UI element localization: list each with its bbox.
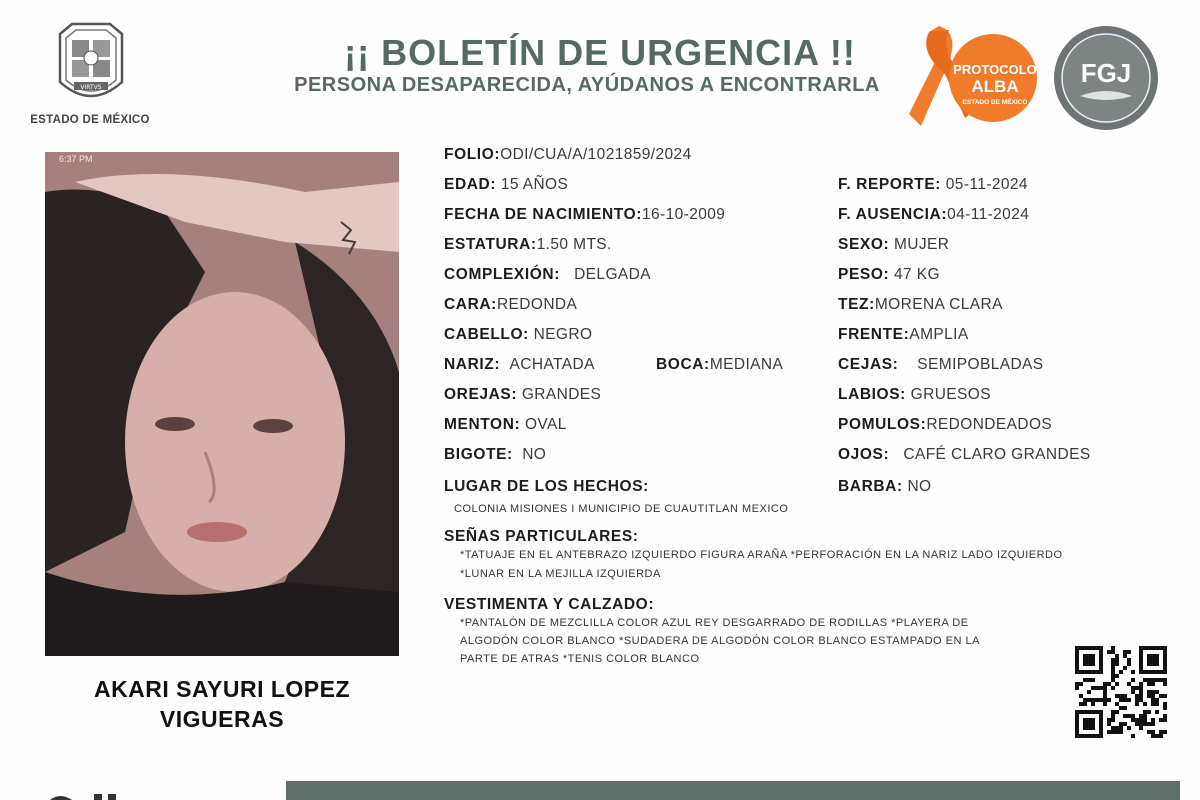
field-nariz xyxy=(444,356,595,374)
field-value: NO xyxy=(522,446,547,463)
field-label: FECHA DE NACIMIENTO: xyxy=(444,206,642,223)
vestimenta-line2: ALGODÓN COLOR BLANCO *SUDADERA DE ALGODÓN COLOR BLANCO ESTAMPADO EN LA xyxy=(460,635,980,647)
field-complexion xyxy=(444,266,651,284)
person-name-line1: AKARI SAYURI LOPEZ xyxy=(93,676,351,702)
footer-logo-fragment xyxy=(46,792,156,800)
field-value: CAFÉ CLARO GRANDES xyxy=(903,446,1091,463)
field-estatura xyxy=(444,236,612,254)
field-value: GRANDES xyxy=(521,386,602,403)
senas-line2: *LUNAR EN LA MEJILLA IZQUIERDA xyxy=(460,568,661,580)
field-label: PESO: xyxy=(838,266,890,283)
vestimenta-line1: *PANTALÓN DE MEZCLILLA COLOR AZUL REY DESGARRADO DE RODILLAS *PLAYERA DE xyxy=(460,617,969,629)
field-cabello xyxy=(444,326,592,344)
field-value: MORENA CLARA xyxy=(874,296,1003,313)
field-label: FOLIO: xyxy=(444,146,501,163)
fgj-seal-icon xyxy=(1052,24,1160,132)
field-label: LABIOS: xyxy=(838,386,906,403)
state-coat-of-arms-icon xyxy=(52,20,130,110)
alba-line2: ALBA xyxy=(971,77,1019,96)
field-value: 47 KG xyxy=(893,266,940,283)
field-value: MUJER xyxy=(893,236,950,253)
field-folio xyxy=(444,146,692,164)
shield-text: VIRTVS xyxy=(80,84,102,91)
field-bigote xyxy=(444,446,546,464)
field-label: BOCA: xyxy=(656,356,710,373)
field-label: EDAD: xyxy=(444,176,497,193)
field-label: COMPLEXIÓN: xyxy=(444,266,560,283)
field-tez xyxy=(838,296,1003,314)
field-peso xyxy=(838,266,940,284)
missing-person-photo xyxy=(45,152,399,656)
field-labios xyxy=(838,386,991,404)
field-value: 04-11-2024 xyxy=(947,206,1030,223)
lugar-title: LUGAR DE LOS HECHOS: xyxy=(444,478,649,495)
senas-title: SEÑAS PARTICULARES: xyxy=(444,528,639,545)
field-label: NARIZ: xyxy=(444,356,501,373)
orange-ribbon-icon xyxy=(905,22,1045,134)
field-ausencia xyxy=(838,206,1029,224)
field-value: 1.50 MTS. xyxy=(536,236,612,253)
field-value: OVAL xyxy=(524,416,567,433)
field-label: POMULOS: xyxy=(838,416,927,433)
senas-line1: *TATUAJE EN EL ANTEBRAZO IZQUIERDO FIGURA ARAÑA *PERFORACIÓN EN LA NARIZ LADO IZQUIERDO xyxy=(460,549,1063,561)
person-name-line2: VIGUERAS xyxy=(159,706,285,732)
vestimenta-line3: PARTE DE ATRAS *TENIS COLOR BLANCO xyxy=(460,653,700,665)
field-label: MENTON: xyxy=(444,416,521,433)
field-label: CEJAS: xyxy=(838,356,899,373)
field-label: BIGOTE: xyxy=(444,446,513,463)
field-sexo xyxy=(838,236,949,254)
qr-code-icon[interactable] xyxy=(1075,646,1167,738)
field-value: 05-11-2024 xyxy=(945,176,1028,193)
field-value: NEGRO xyxy=(533,326,593,343)
alba-line3: ESTADO DE MÉXICO xyxy=(962,99,1028,106)
field-boca xyxy=(656,356,783,374)
field-label: F. AUSENCIA: xyxy=(838,206,948,223)
field-label: BARBA: xyxy=(838,478,903,495)
field-orejas xyxy=(444,386,601,404)
field-label: TEZ: xyxy=(838,296,875,313)
footer-bar xyxy=(286,781,1180,800)
field-label: F. REPORTE: xyxy=(838,176,942,193)
field-value: MEDIANA xyxy=(709,356,784,373)
lugar-text: COLONIA MISIONES I MUNICIPIO DE CUAUTITLAN MEXICO xyxy=(454,503,789,515)
field-cara xyxy=(444,296,577,314)
photo-timestamp: 6:37 PM xyxy=(59,154,93,164)
field-frente xyxy=(838,326,969,344)
field-value: 15 AÑOS xyxy=(500,176,569,193)
fgj-label: FGJ xyxy=(1080,58,1132,88)
field-value: SEMIPOBLADAS xyxy=(917,356,1044,373)
field-menton xyxy=(444,416,567,434)
field-pomulos xyxy=(838,416,1052,434)
field-label: ESTATURA: xyxy=(444,236,537,253)
field-value: ODI/CUA/A/1021859/2024 xyxy=(500,146,692,163)
field-barba xyxy=(838,478,932,496)
bulletin-subtitle: PERSONA DESAPARECIDA, AYÚDANOS A ENCONTRARLA xyxy=(294,74,880,96)
field-reporte xyxy=(838,176,1028,194)
field-value: AMPLIA xyxy=(909,326,969,343)
state-label: ESTADO DE MÉXICO xyxy=(30,114,150,126)
field-edad xyxy=(444,176,568,194)
field-cejas xyxy=(838,356,1044,374)
field-nacimiento xyxy=(444,206,725,224)
field-value: ACHATADA xyxy=(509,356,595,373)
field-label: FRENTE: xyxy=(838,326,910,343)
bulletin-title: ¡¡ BOLETÍN DE URGENCIA !! xyxy=(344,32,856,73)
field-label: OREJAS: xyxy=(444,386,518,403)
field-label: OJOS: xyxy=(838,446,890,463)
field-value: REDONDEADOS xyxy=(926,416,1053,433)
alba-line1: PROTOCOLO xyxy=(953,62,1037,77)
field-value: 16-10-2009 xyxy=(642,206,726,223)
field-label: SEXO: xyxy=(838,236,890,253)
field-value: NO xyxy=(907,478,932,495)
field-value: REDONDA xyxy=(496,296,578,313)
field-value: GRUESOS xyxy=(910,386,991,403)
person-name xyxy=(45,674,399,734)
vestimenta-title: VESTIMENTA Y CALZADO: xyxy=(444,596,655,613)
field-value: DELGADA xyxy=(574,266,651,283)
field-label: CABELLO: xyxy=(444,326,529,343)
field-ojos xyxy=(838,446,1091,464)
field-label: CARA: xyxy=(444,296,497,313)
